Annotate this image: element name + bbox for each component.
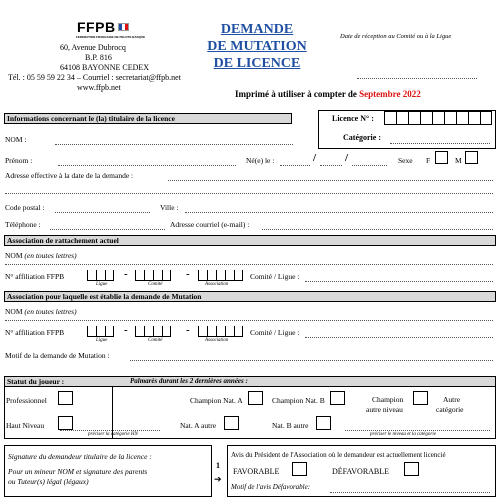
s2-comite-ligue-label: Comité / Ligue : <box>250 272 300 281</box>
s3-motif-line[interactable] <box>130 360 493 361</box>
sexe-f-label: F <box>426 156 431 165</box>
sexe-label: Sexe <box>398 156 413 165</box>
champion-autre-label-1: Champion <box>372 395 404 404</box>
champion-a-label: Champion Nat. A <box>190 396 243 405</box>
s2-ligue-cells[interactable] <box>87 270 114 281</box>
s2-dash-1: - <box>124 268 128 280</box>
title-line-3: DE LICENCE <box>213 56 301 71</box>
ffpb-logo <box>77 19 129 35</box>
adresse-line-1[interactable] <box>168 180 493 181</box>
s2-nom-label <box>5 251 77 260</box>
niveau-line[interactable] <box>345 430 490 431</box>
s3-motif-label: Motif de la demande de Mutation : <box>5 351 110 360</box>
logo-text: FFPB <box>77 19 116 35</box>
imprime-date: Septembre 2022 <box>359 89 421 99</box>
s3-dash-1: - <box>124 324 128 336</box>
title-line-2: DE MUTATION <box>207 39 307 54</box>
avis-label: Avis du Président de l'Association où le demandeur est actuellement licencié <box>231 451 446 459</box>
flag-icon <box>118 23 129 31</box>
website: www.ffpb.net <box>77 83 121 92</box>
defavorable-checkbox[interactable] <box>404 462 419 476</box>
ne-le-label: Né(e) le : <box>246 156 275 165</box>
section1-title: Informations concernant le (la) titulaire de la licence <box>7 114 175 123</box>
section1-header <box>4 113 292 124</box>
autre-cat-label-2: catégorie <box>436 405 464 414</box>
categorie-label: Catégorie : <box>343 133 381 142</box>
s2-nom-text: NOM <box>5 251 23 260</box>
signature-line-2: Pour un mineur NOM et signature des parents <box>8 467 148 476</box>
champion-autre-label-2: autre niveau <box>366 405 403 414</box>
palmares-label: Palmarès durant les 2 dernières années : <box>130 377 248 385</box>
s2-dash-2: - <box>186 268 190 280</box>
preciser-niveau-note: préciser le niveau et la catégorie <box>370 432 436 437</box>
s2-association-caption: Association <box>205 282 229 287</box>
contact-line: Tél. : 05 59 59 22 34 – Courriel : secretariat@ffpb.net <box>8 73 181 82</box>
hn-category-line[interactable] <box>60 430 160 431</box>
address-line-2: B.P. 816 <box>85 53 112 62</box>
s3-dash-2: - <box>186 324 190 336</box>
signature-line-3: ou Tuteur(s) légal (légaux) <box>8 477 89 486</box>
s3-nom-label <box>5 307 77 316</box>
s3-ligue-cells[interactable] <box>87 326 114 337</box>
s2-ligue-caption: Ligue <box>96 282 108 287</box>
section4-title: Statut du joueur : <box>7 377 65 386</box>
imprime-prefix: Imprimé à utiliser à compter de <box>235 89 357 99</box>
address-line-1: 60, Avenue Dubrocq <box>60 43 126 52</box>
licence-number-cells[interactable] <box>384 111 492 125</box>
professionnel-label: Professionnel <box>6 396 47 405</box>
s3-comite-ligue-line[interactable] <box>305 337 493 338</box>
section3-header <box>4 291 496 302</box>
nat-a-autre-checkbox[interactable] <box>224 416 239 430</box>
s3-affiliation-label: N° affiliation FFPB <box>5 328 65 337</box>
licence-label: Licence N° : <box>332 114 374 123</box>
courriel-line[interactable] <box>262 229 493 230</box>
s3-nom-line[interactable] <box>5 320 493 321</box>
s3-comite-caption: Comité <box>148 338 163 343</box>
s3-comite-cells[interactable] <box>135 326 171 337</box>
signature-line-1: Signature du demandeur titulaire de la licence : <box>8 452 152 461</box>
preciser-hn-note: préciser la catégorie HN <box>88 432 138 437</box>
s2-nom-note: (en toutes lettres) <box>24 251 77 260</box>
favorable-label: FAVORABLE <box>233 467 280 476</box>
ville-line[interactable] <box>185 212 493 213</box>
motif-avis-label: Motif de l'avis Défavorable: <box>231 483 311 491</box>
section3-title: Association pour laquelle est établie la demande de Mutation <box>7 292 202 301</box>
categorie-line[interactable] <box>390 143 490 144</box>
birth-slash-2: / <box>345 152 349 164</box>
professionnel-checkbox[interactable] <box>58 391 73 405</box>
step-number: 1 <box>216 461 220 470</box>
defavorable-label: DÉFAVORABLE <box>332 467 390 476</box>
nom-line[interactable] <box>55 144 293 145</box>
s2-nom-line[interactable] <box>5 264 493 265</box>
prenom-line[interactable] <box>58 165 236 166</box>
nat-b-autre-label: Nat. B autre <box>272 421 309 430</box>
sexe-f-checkbox[interactable] <box>435 151 448 164</box>
autre-cat-label-1: Autre <box>443 395 461 404</box>
adresse-line-2[interactable] <box>5 193 493 194</box>
birth-slash-1: / <box>313 152 317 164</box>
s3-ligue-caption: Ligue <box>96 338 108 343</box>
s2-comite-cells[interactable] <box>135 270 171 281</box>
champion-b-checkbox[interactable] <box>330 391 345 405</box>
sexe-m-label: M <box>455 156 462 165</box>
champion-autre-checkbox[interactable] <box>413 391 428 405</box>
prenom-label: Prénom : <box>5 156 33 165</box>
imprime-note <box>235 89 421 99</box>
section2-header <box>4 235 496 246</box>
logo-subtitle: FEDERATION FRANCAISE DE PELOTE BASQUE <box>76 35 146 39</box>
telephone-line[interactable] <box>50 229 165 230</box>
motif-avis-line[interactable] <box>330 492 490 493</box>
nat-a-autre-label: Nat. A autre <box>180 421 217 430</box>
address-line-3: 64108 BAYONNE CEDEX <box>60 63 150 72</box>
s3-nom-text: NOM <box>5 307 23 316</box>
birth-year-line[interactable] <box>352 165 387 166</box>
reception-line[interactable] <box>357 78 477 79</box>
birth-day-line[interactable] <box>280 165 310 166</box>
champion-b-label: Champion Nat. B <box>272 396 325 405</box>
s2-comite-caption: Comité <box>148 282 163 287</box>
s3-nom-note: (en toutes lettres) <box>24 307 77 316</box>
birth-month-line[interactable] <box>320 165 342 166</box>
title-line-1: DEMANDE <box>220 22 294 37</box>
s2-affiliation-label: N° affiliation FFPB <box>5 272 65 281</box>
nom-label: NOM : <box>5 135 27 144</box>
nat-b-autre-checkbox[interactable] <box>316 416 331 430</box>
code-postal-line[interactable] <box>55 212 150 213</box>
adresse-label: Adresse effective à la date de la demande : <box>5 171 134 180</box>
courriel-label: Adresse courriel (e-mail) : <box>170 220 250 229</box>
telephone-label: Téléphone : <box>5 220 41 229</box>
haut-niveau-checkbox[interactable] <box>58 416 73 430</box>
s3-association-caption: Association <box>205 338 229 343</box>
section4-header <box>4 376 496 387</box>
code-postal-label: Code postal : <box>5 203 45 212</box>
champion-a-checkbox[interactable] <box>248 391 263 405</box>
favorable-checkbox[interactable] <box>292 462 307 476</box>
ville-label: Ville : <box>160 203 179 212</box>
s3-association-cells[interactable] <box>198 326 243 337</box>
s3-comite-ligue-label: Comité / Ligue : <box>250 328 300 337</box>
sexe-m-checkbox[interactable] <box>465 151 478 164</box>
haut-niveau-label: Haut Niveau <box>6 421 45 430</box>
section2-title: Association de rattachement actuel <box>7 236 119 245</box>
s2-association-cells[interactable] <box>198 270 243 281</box>
arrow-icon: ➔ <box>214 474 222 484</box>
reception-label: Date de réception au Comité ou à la Ligue <box>340 33 452 40</box>
s2-comite-ligue-line[interactable] <box>305 281 493 282</box>
